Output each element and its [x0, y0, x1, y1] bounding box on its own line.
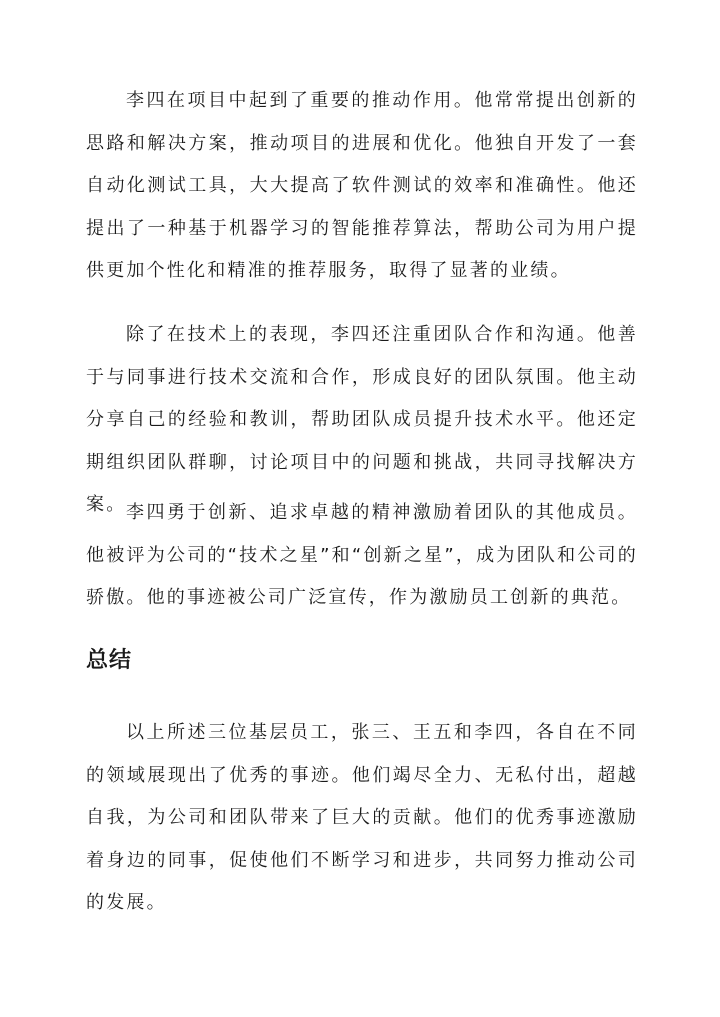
paragraph-li-si-recognition: 李四勇于创新、追求卓越的精神激励着团队的其他成员。他被评为公司的“技术之星”和“创新之星”，成为团队和公司的骄傲。他的事迹被公司广泛宣传，作为激励员工创新的典范。: [86, 502, 638, 608]
summary-heading: 总结: [86, 648, 133, 673]
paragraph-li-si-contribution: 李四在项目中起到了重要的推动作用。他常常提出创新的思路和解决方案，推动项目的进展和优化。他独自开发了一套自动化测试工具，大大提高了软件测试的效率和准确性。他还提出了一种基于机器学习的智能推荐算法，帮助公司为用户提供更加个性化和精准的推荐服务，取得了显著的业绩。: [86, 90, 638, 281]
paragraph-li-si-teamwork: 除了在技术上的表现，李四还注重团队合作和沟通。他善于与同事进行技术交流和合作，形成良好的团队氛围。他主动分享自己的经验和教训，帮助团队成员提升技术水平。他还定期组织团队群聊，讨论项目中的问题和挑战，共同寻找解决方案。: [86, 324, 638, 515]
summary-paragraph: 以上所述三位基层员工，张三、王五和李四，各自在不同的领域展现出了优秀的事迹。他们竭尽全力、无私付出，超越自我，为公司和团队带来了巨大的贡献。他们的优秀事迹激励着身边的同事，促使他们不断学习和进步，共同努力推动公司的发展。: [86, 722, 638, 913]
